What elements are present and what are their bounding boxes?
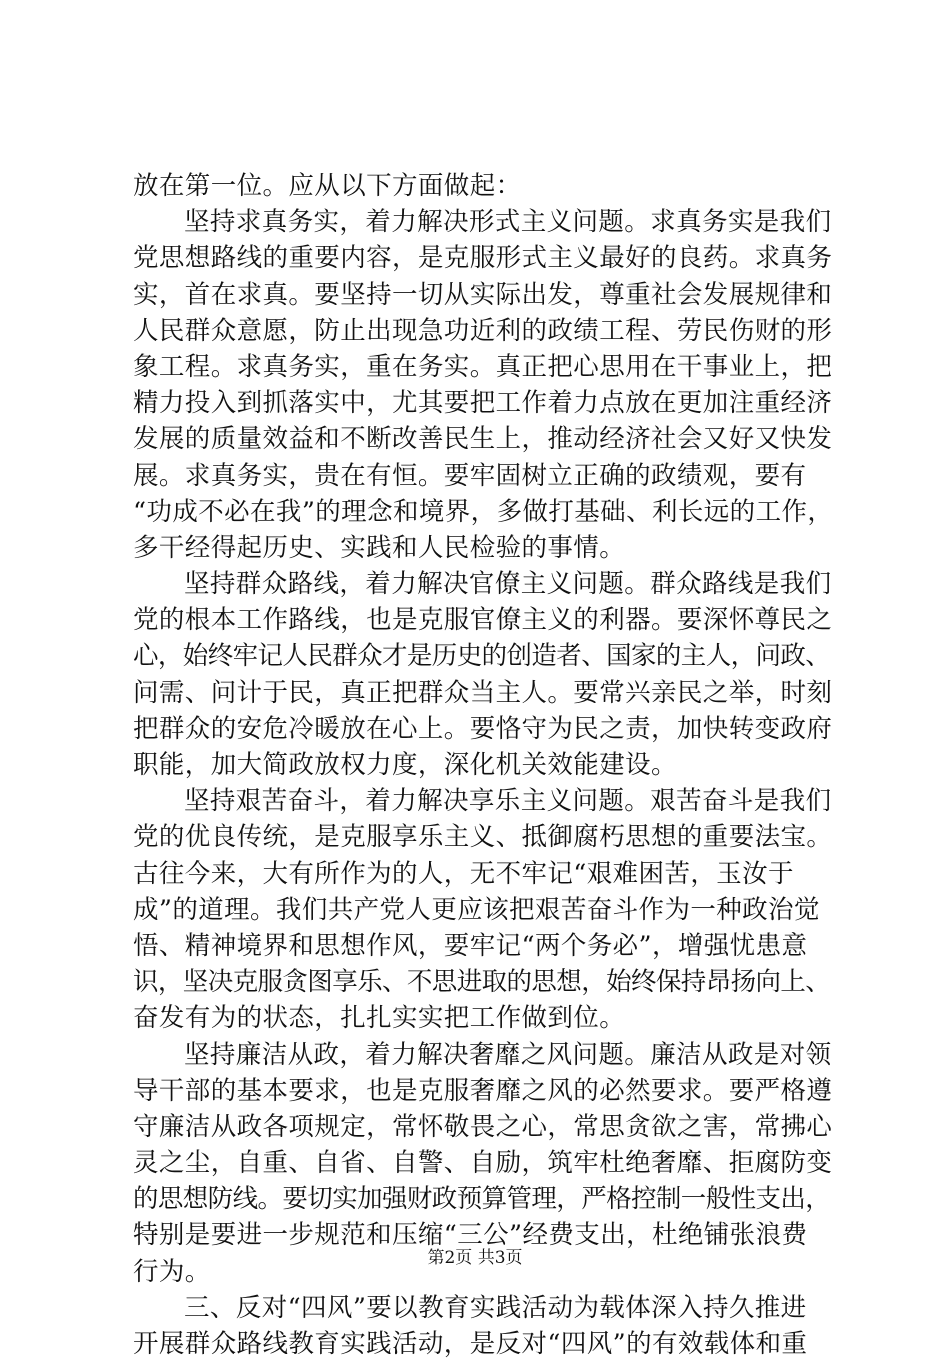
text-line: 放在第一位。应从以下方面做起： (133, 171, 522, 201)
text-line: 成”的道理。我们共产党人更应该把艰苦奋斗作为一种政治觉 (133, 894, 820, 925)
page-footer (0, 1248, 950, 1268)
text-line: 心，始终牢记人民群众才是历史的创造者、国家的主人，问政、 (133, 641, 831, 672)
text-line: 古往今来，大有所作为的人，无不牢记“艰难困苦，玉汝于 (133, 858, 794, 889)
text-line: 导干部的基本要求，也是克服奢靡之风的必然要求。要严格遵 (133, 1075, 833, 1106)
text-line: 守廉洁从政各项规定，常怀敬畏之心，常思贪欲之害，常拂心 (133, 1111, 833, 1142)
text-line: 党的根本工作路线，也是克服官僚主义的利器。要深怀尊民之 (133, 605, 833, 636)
text-line: 党思想路线的重要内容，是克服形式主义最好的良药。求真务 (133, 243, 833, 274)
text-line: 职能，加大简政放权力度，深化机关效能建设。 (133, 750, 677, 780)
text-line: 多干经得起历史、实践和人民检验的事情。 (133, 532, 626, 563)
text-line: 悟、精神境界和思想作风，要牢记“两个务必”，增强忧患意 (133, 930, 808, 961)
text-line: 灵之尘，自重、自省、自警、自励，筑牢杜绝奢靡、拒腐防变 (133, 1148, 833, 1179)
text-line: 精力投入到抓落实中，尤其要把工作着力点放在更加注重经济 (133, 388, 833, 419)
paragraph-start-line: 坚持求真务实，着力解决形式主义问题。求真务实是我们 (184, 207, 832, 238)
text-line: 识，坚决克服贪图享乐、不思进取的思想，始终保持昂扬向上、 (133, 967, 831, 998)
paragraph-start-line: 坚持廉洁从政，着力解决奢靡之风问题。廉洁从政是对领 (184, 1039, 832, 1070)
text-line: 实，首在求真。要坚持一切从实际出发，尊重社会发展规律和 (133, 279, 833, 310)
text-line: 行为。 (133, 1256, 211, 1287)
text-line: 发展的质量效益和不断改善民生上，推动经济社会又好又快发 (133, 424, 833, 455)
text-line: 开展群众路线教育实践活动，是反对“四风”的有效载体和重 (133, 1329, 808, 1359)
text-line: “功成不必在我”的理念和境界，多做打基础、利长远的工作， (133, 496, 834, 527)
page-number-label: 第2页 共3页 (427, 1248, 523, 1268)
text-line: 展。求真务实，贵在有恒。要牢固树立正确的政绩观，要有 (133, 460, 807, 491)
text-line: 党的优良传统，是克服享乐主义、抵御腐朽思想的重要法宝。 (133, 822, 833, 853)
text-line: 奋发有为的状态，扎扎实实把工作做到位。 (133, 1003, 626, 1034)
text-line: 特别是要进一步规范和压缩“三公”经费支出，杜绝铺张浪费 (133, 1220, 808, 1251)
text-line: 把群众的安危冷暖放在心上。要恪守为民之责，加快转变政府 (133, 713, 833, 744)
paragraph-start-line: 坚持群众路线，着力解决官僚主义问题。群众路线是我们 (184, 569, 832, 600)
paragraph-start-line: 坚持艰苦奋斗，着力解决享乐主义问题。艰苦奋斗是我们 (184, 786, 832, 817)
text-line: 人民群众意愿，防止出现急功近利的政绩工程、劳民伤财的形 (133, 315, 833, 346)
text-line: 的思想防线。要切实加强财政预算管理，严格控制一般性支出， (133, 1184, 831, 1215)
text-line: 问需、问计于民，真正把群众当主人。要常兴亲民之举，时刻 (133, 677, 833, 708)
paragraph-start-line: 三、反对“四风”要以教育实践活动为载体深入持久推进 (184, 1292, 807, 1323)
document-body (133, 168, 833, 1362)
text-line: 象工程。求真务实，重在务实。真正把心思用在干事业上，把 (133, 351, 833, 382)
